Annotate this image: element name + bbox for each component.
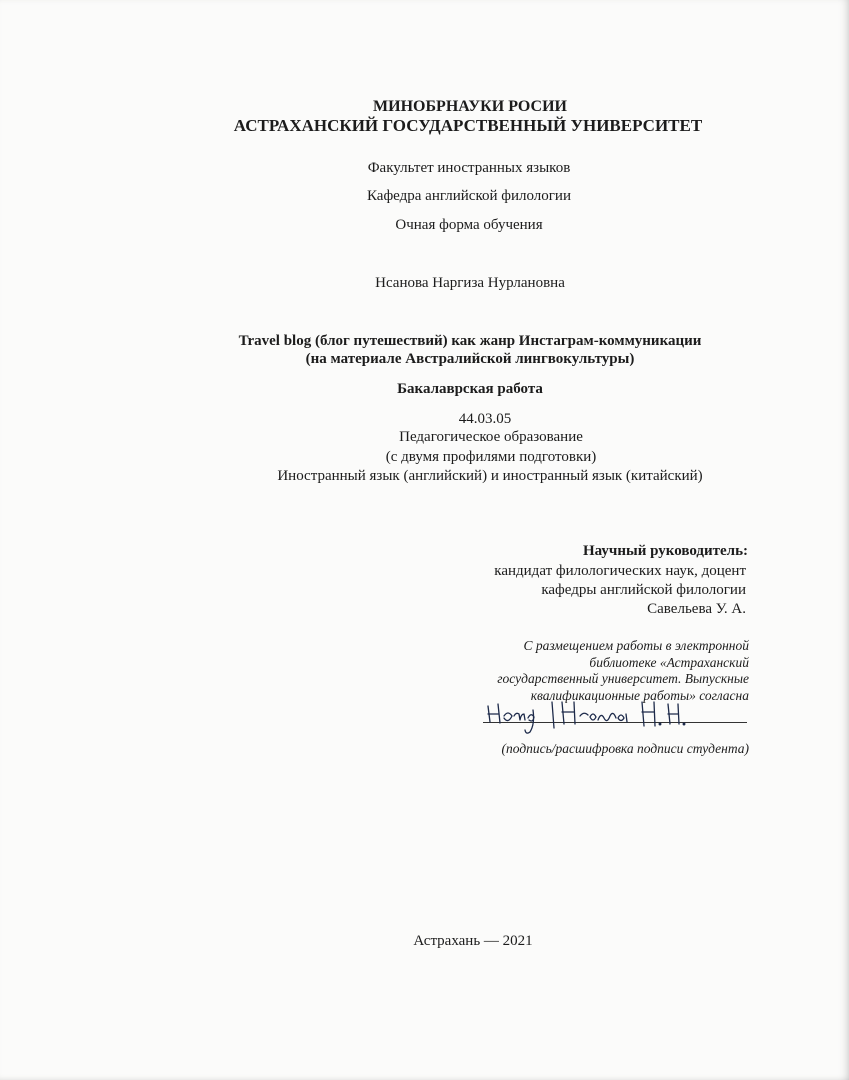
handwritten-signature [484, 692, 714, 740]
supervisor-department: кафедры английской филологии [541, 582, 746, 598]
supervisor-heading: Научный руководитель: [583, 543, 748, 559]
department-name: Кафедра английской филологии [367, 188, 571, 204]
study-form: Очная форма обучения [395, 217, 543, 233]
signature-caption: (подпись/расшифровка подписи студента) [501, 741, 749, 756]
program-profiles-note: (с двумя профилями подготовки) [385, 449, 597, 465]
university-heading: АСТРАХАНСКИЙ ГОСУДАРСТВЕННЫЙ УНИВЕРСИТЕТ [233, 116, 703, 135]
consent-line2: библиотеке «Астраханский [589, 655, 749, 670]
thesis-title-line2: (на материале Австралийской лингвокультуры) [305, 351, 635, 367]
thesis-title-line1: Travel blog (блог путешествий) как жанр Инстаграм-коммуникации [238, 333, 702, 349]
program-profiles: Иностранный язык (английский) и иностранный язык (китайский) [277, 468, 703, 484]
supervisor-degree: кандидат филологических наук, доцент [494, 563, 746, 579]
program-direction: Педагогическое образование [399, 429, 583, 445]
program-code: 44.03.05 [458, 411, 512, 427]
consent-line4: квалификационные работы» согласна [530, 688, 749, 703]
consent-line1: С размещением работы в электронной [523, 638, 749, 653]
city-year: Астрахань — 2021 [413, 933, 533, 949]
work-type: Бакалаврская работа [397, 381, 543, 397]
ministry-heading: МИНОБРНАУКИ РОСИИ [373, 98, 567, 115]
faculty-name: Факультет иностранных языков [367, 160, 571, 176]
consent-line3: государственный университет. Выпускные [497, 671, 749, 686]
author-name: Нсанова Наргиза Нурлановна [375, 275, 565, 291]
supervisor-name: Савельева У. А. [647, 601, 746, 617]
